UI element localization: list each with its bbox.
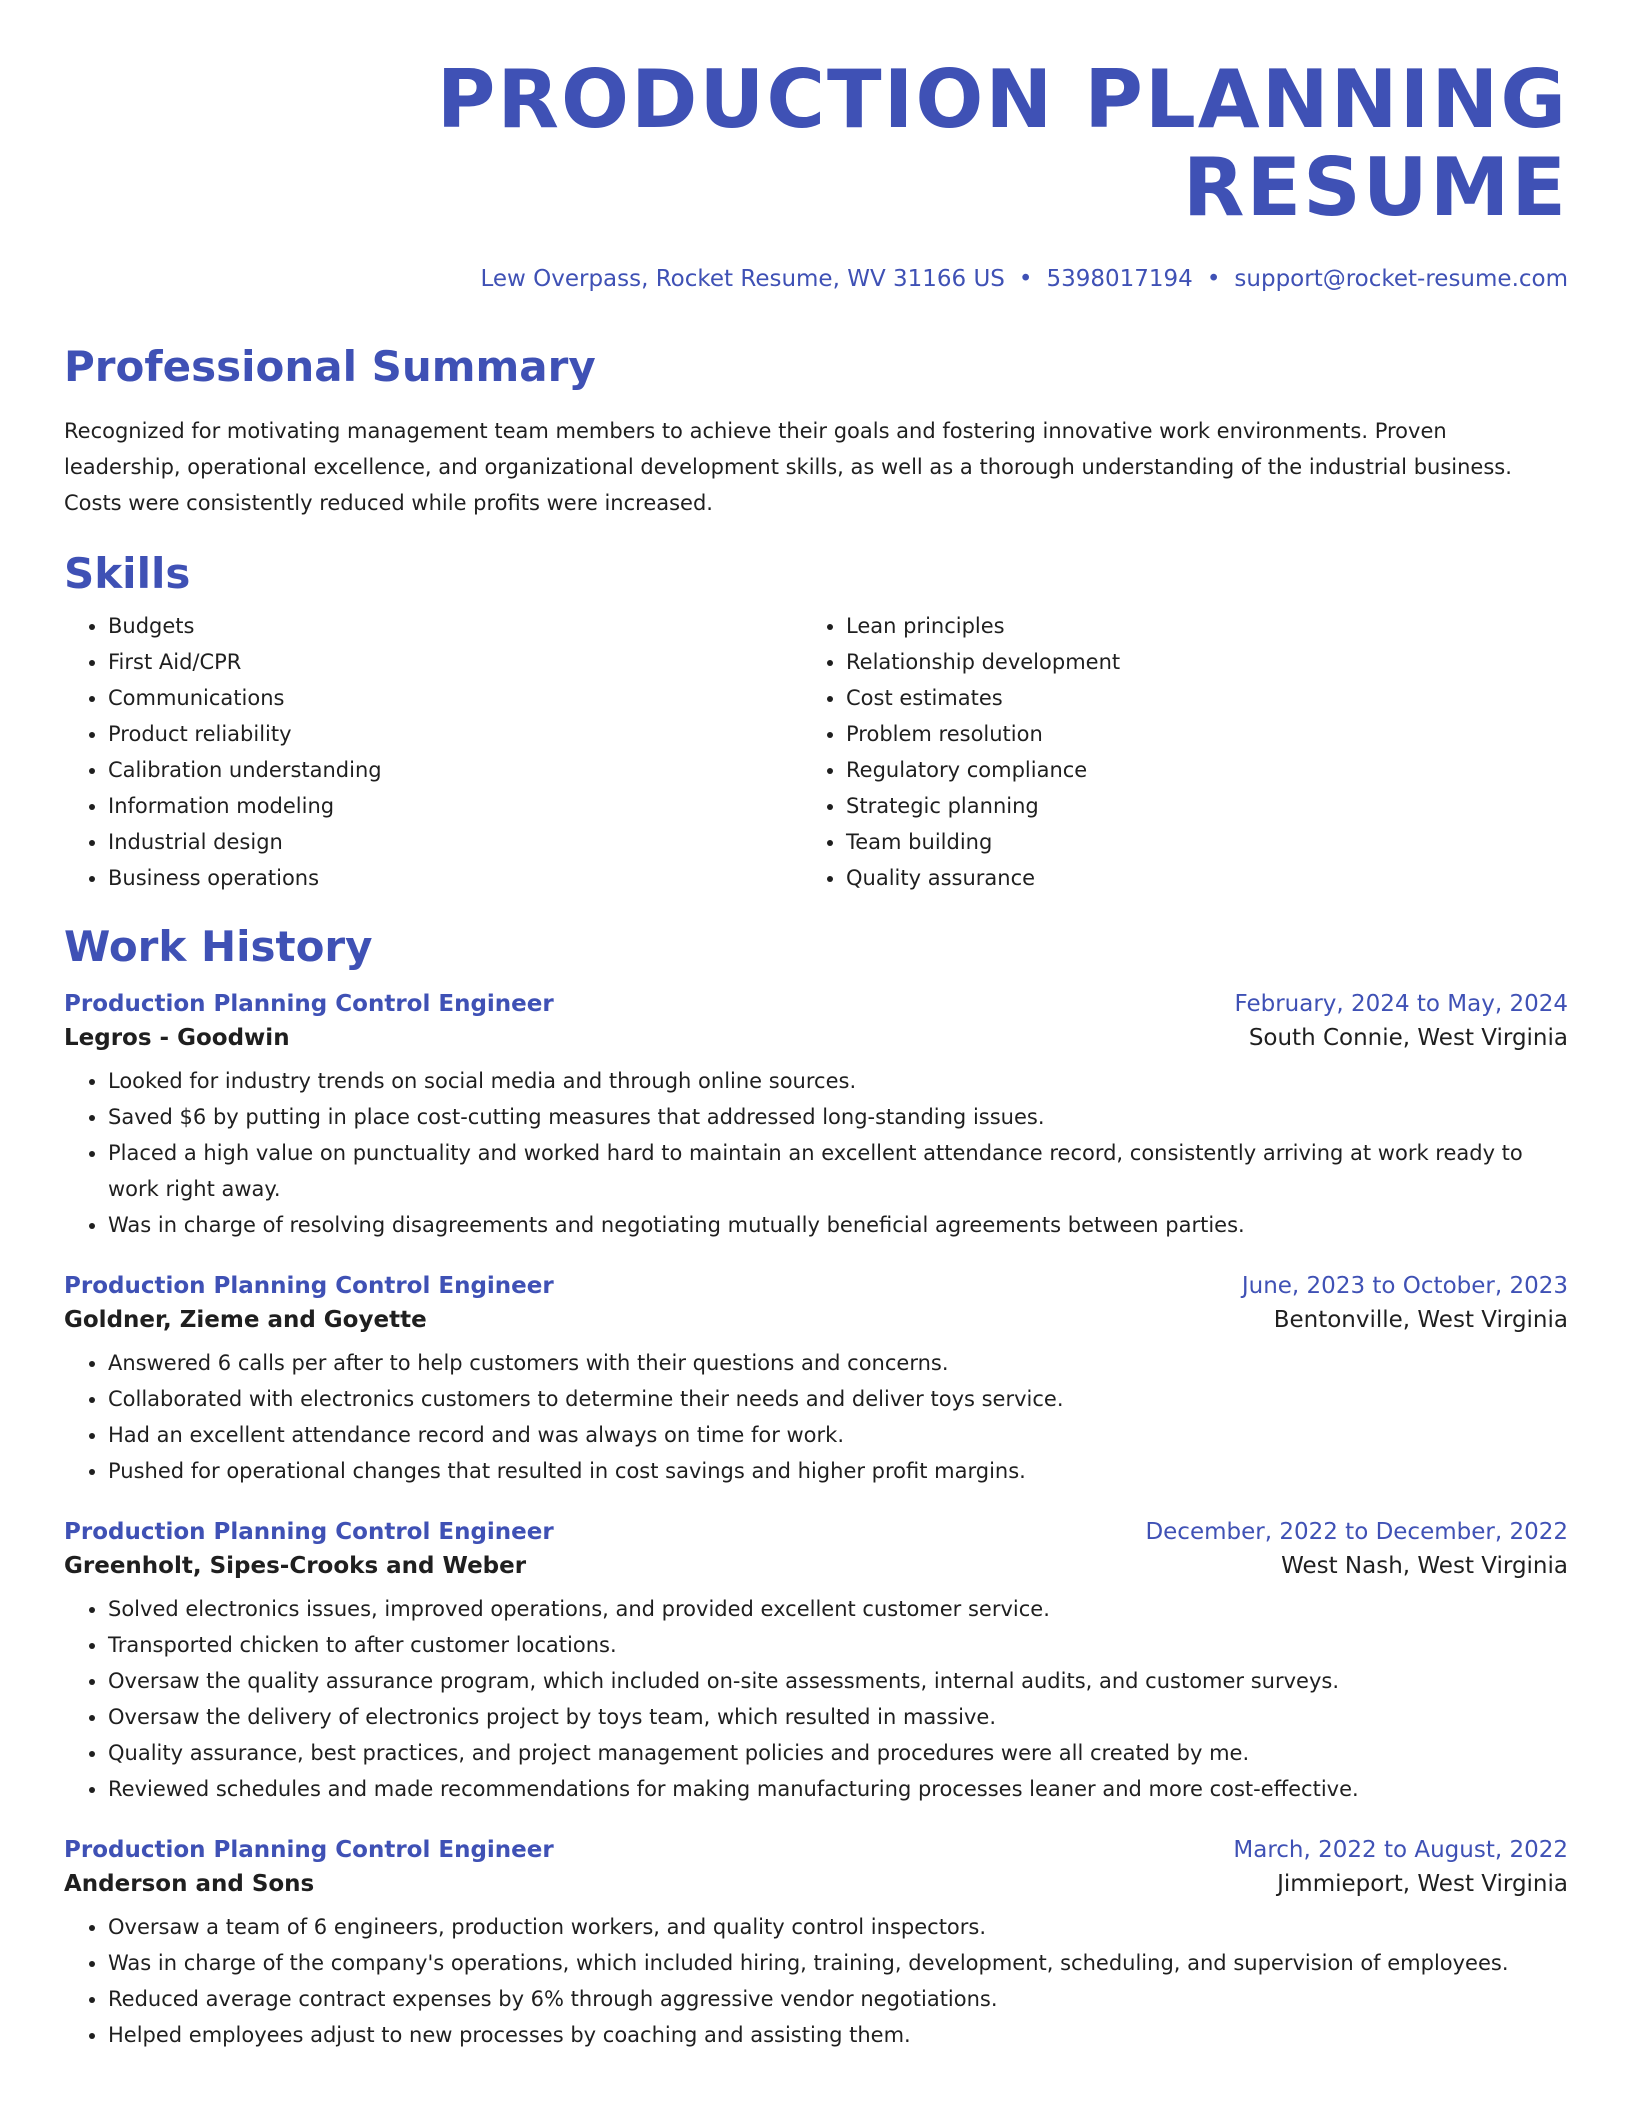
job-entry [64,1273,1568,1489]
skill-item: • Industrial design [108,824,802,860]
skill-item: • Business operations [108,860,802,896]
job-bullets [64,1345,1568,1489]
skill-item: • Regulatory compliance [846,752,1568,788]
job-location: Bentonville, West Virginia [1273,1307,1568,1333]
skills-list [64,608,1568,896]
job-role: Production Planning Control Engineer [64,1519,554,1545]
job-bullet: • Oversaw a team of 6 engineers, production workers, and quality control inspectors. [108,1909,1568,1945]
contact-phone: 5398017194 [1046,266,1193,292]
skill-item: • Team building [846,824,1568,860]
job-bullet: • Answered 6 calls per after to help customers with their questions and concerns. [108,1345,1568,1381]
job-bullet: • Collaborated with electronics customers to determine their needs and deliver toys service. [108,1381,1568,1417]
skill-item: • Information modeling [108,788,802,824]
job-entry [64,1837,1568,2053]
job-bullet: • Placed a high value on punctuality and worked hard to maintain an excellent attendance record, consistently arriving at work ready to work right away. [108,1135,1568,1207]
job-company: Legros - Goodwin [64,1025,290,1051]
job-entry [64,1519,1568,1807]
job-subheader [64,1553,1568,1579]
job-bullets [64,1591,1568,1807]
job-bullet: • Saved $6 by putting in place cost-cutting measures that addressed long-standing issues. [108,1099,1568,1135]
job-bullet: • Had an excellent attendance record and was always on time for work. [108,1417,1568,1453]
job-header [64,1837,1568,1863]
skill-item: • Relationship development [846,644,1568,680]
job-bullet: • Was in charge of the company's operations, which included hiring, training, development, scheduling, and supervision of employees. [108,1945,1568,1981]
skill-item: • Problem resolution [846,716,1568,752]
job-dates: June, 2023 to October, 2023 [1241,1273,1568,1299]
job-dates: December, 2022 to December, 2022 [1145,1519,1568,1545]
skill-item: • First Aid/CPR [108,644,802,680]
skill-item: • Quality assurance [846,860,1568,896]
contact-separator: • [1206,266,1221,292]
job-subheader [64,1307,1568,1333]
job-dates: February, 2024 to May, 2024 [1234,991,1568,1017]
job-bullet: • Reviewed schedules and made recommendations for making manufacturing processes leaner and more cost-effective. [108,1771,1568,1807]
job-bullets [64,1063,1568,1243]
job-entry [64,991,1568,1243]
skills-column-right [802,608,1568,896]
skill-item: • Communications [108,680,802,716]
job-location: South Connie, West Virginia [1248,1025,1568,1051]
job-bullet: • Solved electronics issues, improved operations, and provided excellent customer service. [108,1591,1568,1627]
contact-line [64,266,1568,292]
job-header [64,991,1568,1017]
job-role: Production Planning Control Engineer [64,991,554,1017]
job-dates: March, 2022 to August, 2022 [1233,1837,1568,1863]
job-location: West Nash, West Virginia [1281,1553,1568,1579]
job-subheader [64,1025,1568,1051]
skill-item: • Product reliability [108,716,802,752]
skill-item: • Budgets [108,608,802,644]
work-history-heading: Work History [64,922,373,971]
skill-item: • Strategic planning [846,788,1568,824]
job-bullet: • Reduced average contract expenses by 6% through aggressive vendor negotiations. [108,1981,1568,2017]
job-bullet: • Was in charge of resolving disagreements and negotiating mutually beneficial agreements between parties. [108,1207,1568,1243]
job-header [64,1273,1568,1299]
job-bullet: • Pushed for operational changes that resulted in cost savings and higher profit margins. [108,1453,1568,1489]
skills-heading: Skills [64,549,191,598]
skill-item: • Lean principles [846,608,1568,644]
job-company: Anderson and Sons [64,1871,315,1897]
job-role: Production Planning Control Engineer [64,1273,554,1299]
job-bullet: • Looked for industry trends on social media and through online sources. [108,1063,1568,1099]
job-role: Production Planning Control Engineer [64,1837,554,1863]
skill-item: • Calibration understanding [108,752,802,788]
summary-heading: Professional Summary [64,342,596,391]
skills-column-left [64,608,802,896]
job-header [64,1519,1568,1545]
job-bullets [64,1909,1568,2053]
contact-separator: • [1018,266,1033,292]
page-title: PRODUCTION PLANNING RESUME [436,53,1568,234]
job-company: Greenholt, Sipes-Crooks and Weber [64,1553,527,1579]
job-bullet: • Transported chicken to after customer locations. [108,1627,1568,1663]
contact-email: support@rocket-resume.com [1234,266,1568,292]
job-bullet: • Helped employees adjust to new processes by coaching and assisting them. [108,2017,1568,2053]
summary-text: Recognized for motivating management team members to achieve their goals and fostering innovative work environments. Proven leadership, operational excellence, and organizational development skills, as well as a thorough understanding of the industrial business. Costs were consistently reduced while profits were increased. [64,419,1512,515]
job-bullet: • Quality assurance, best practices, and project management policies and procedures were all created by me. [108,1735,1568,1771]
contact-address: Lew Overpass, Rocket Resume, WV 31166 US [480,266,1005,292]
job-bullet: • Oversaw the quality assurance program, which included on-site assessments, internal audits, and customer surveys. [108,1663,1568,1699]
skill-item: • Cost estimates [846,680,1568,716]
job-company: Goldner, Zieme and Goyette [64,1307,427,1333]
job-subheader [64,1871,1568,1897]
job-location: Jimmieport, West Virginia [1277,1871,1568,1897]
job-bullet: • Oversaw the delivery of electronics project by toys team, which resulted in massive. [108,1699,1568,1735]
